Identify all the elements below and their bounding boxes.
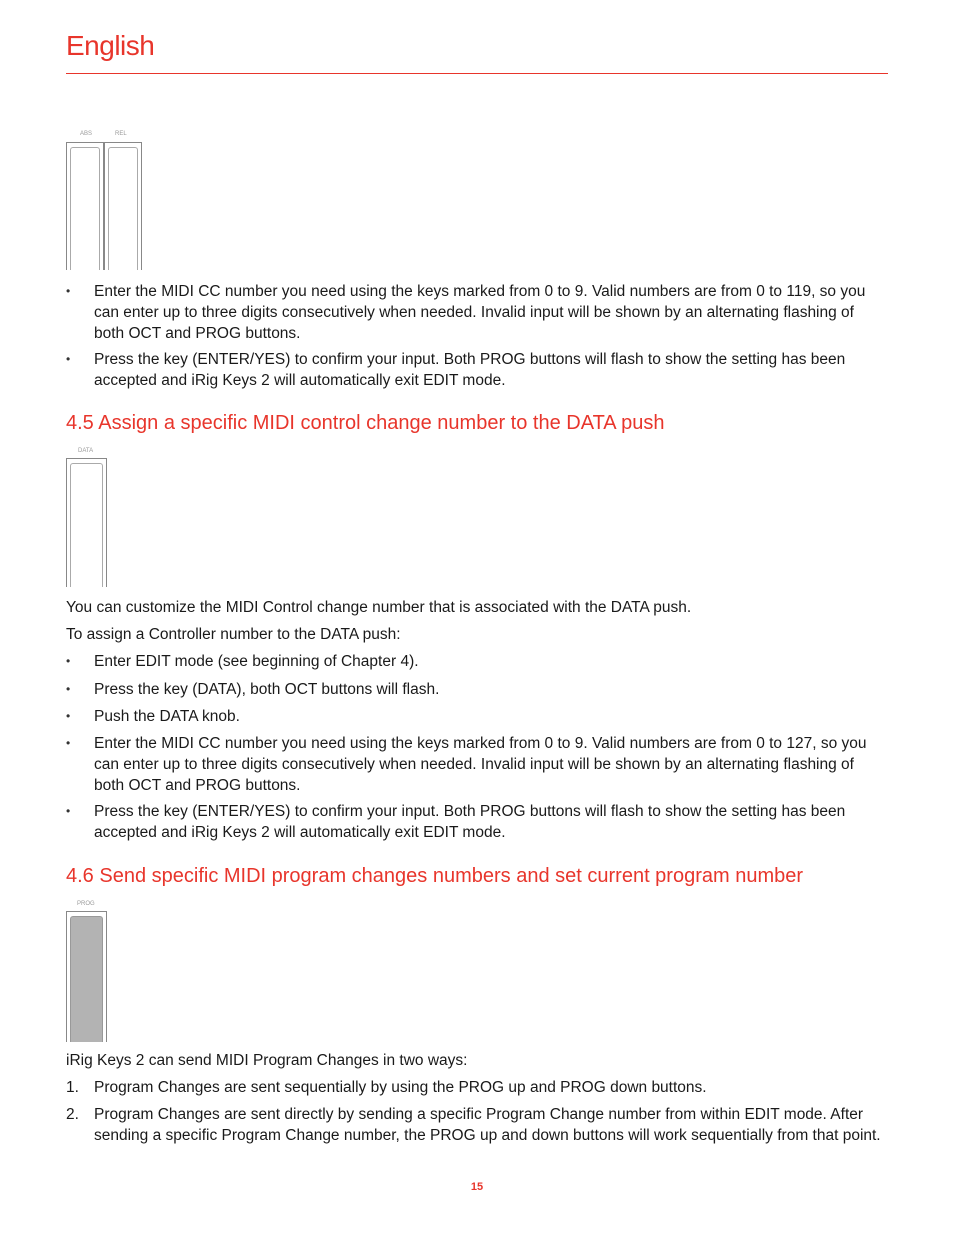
bullet-icon: • [66, 682, 71, 696]
bullet-text: Enter the MIDI CC number you need using the keys marked from 0 to 9. Valid numbers are from 0 to 127, so you can enter up to three digits consecutively when needed. Invalid input will be shown by an alternating flashing of both OCT and PROG buttons. [94, 735, 867, 794]
key-label-prog: PROG [77, 901, 95, 907]
list-text: Program Changes are sent sequentially by using the PROG up and PROG down buttons. [94, 1079, 707, 1096]
abs-key-illustration [66, 142, 104, 270]
list-item [66, 349, 888, 391]
list-item [66, 281, 888, 344]
section-lead: To assign a Controller number to the DATA push: [66, 626, 401, 643]
key-label-data: DATA [78, 448, 94, 454]
rel-key-illustration [104, 142, 142, 270]
section-intro: You can customize the MIDI Control change number that is associated with the DATA push. [66, 599, 692, 616]
bullet-icon: • [66, 709, 71, 723]
key-label-abs: ABS [80, 131, 93, 137]
header-divider [66, 73, 888, 74]
bullet-icon: • [66, 804, 71, 818]
section-intro: iRig Keys 2 can send MIDI Program Changes in two ways: [66, 1052, 468, 1069]
list-text: Program Changes are sent directly by sending a specific Program Change number from within EDIT mode. After sending a specific Program Change number, the PROG up and down buttons will work sequentially from that point. [94, 1106, 881, 1144]
data-key-illustration [66, 458, 107, 587]
list-item [66, 706, 888, 727]
section-heading-4-5: 4.5 Assign a specific MIDI control change number to the DATA push [66, 412, 665, 434]
bullet-text: Press the key (ENTER/YES) to confirm your input. Both PROG buttons will flash to show the setting has been accepted and iRig Keys 2 will automatically exit EDIT mode. [94, 351, 846, 389]
bullet-text: Enter EDIT mode (see beginning of Chapter 4). [94, 653, 419, 670]
key-label-rel: REL [115, 131, 127, 137]
bullet-text: Press the key (DATA), both OCT buttons will flash. [94, 681, 440, 698]
prog-key-illustration [66, 911, 107, 1042]
list-item [66, 801, 888, 843]
bullet-text: Push the DATA knob. [94, 708, 240, 725]
page-title: English [66, 30, 155, 61]
bullet-text: Enter the MIDI CC number you need using the keys marked from 0 to 9. Valid numbers are from 0 to 119, so you can enter up to three digits consecutively when needed. Invalid input will be shown by an alternating flashing of both OCT and PROG buttons. [94, 283, 866, 342]
list-number: 1. [66, 1079, 79, 1096]
list-item [66, 733, 888, 796]
list-item [66, 1104, 888, 1167]
section-heading-4-6: 4.6 Send specific MIDI program changes numbers and set current program number [66, 865, 804, 887]
bullet-icon: • [66, 736, 71, 750]
bullet-icon: • [66, 284, 71, 298]
page-number: 15 [470, 1181, 484, 1193]
bullet-icon: • [66, 654, 71, 668]
bullet-icon: • [66, 352, 71, 366]
bullet-text: Press the key (ENTER/YES) to confirm your input. Both PROG buttons will flash to show the setting has been accepted and iRig Keys 2 will automatically exit EDIT mode. [94, 803, 846, 841]
list-number: 2. [66, 1106, 79, 1123]
list-item [66, 1077, 888, 1098]
list-item [66, 651, 888, 672]
list-item [66, 679, 888, 700]
